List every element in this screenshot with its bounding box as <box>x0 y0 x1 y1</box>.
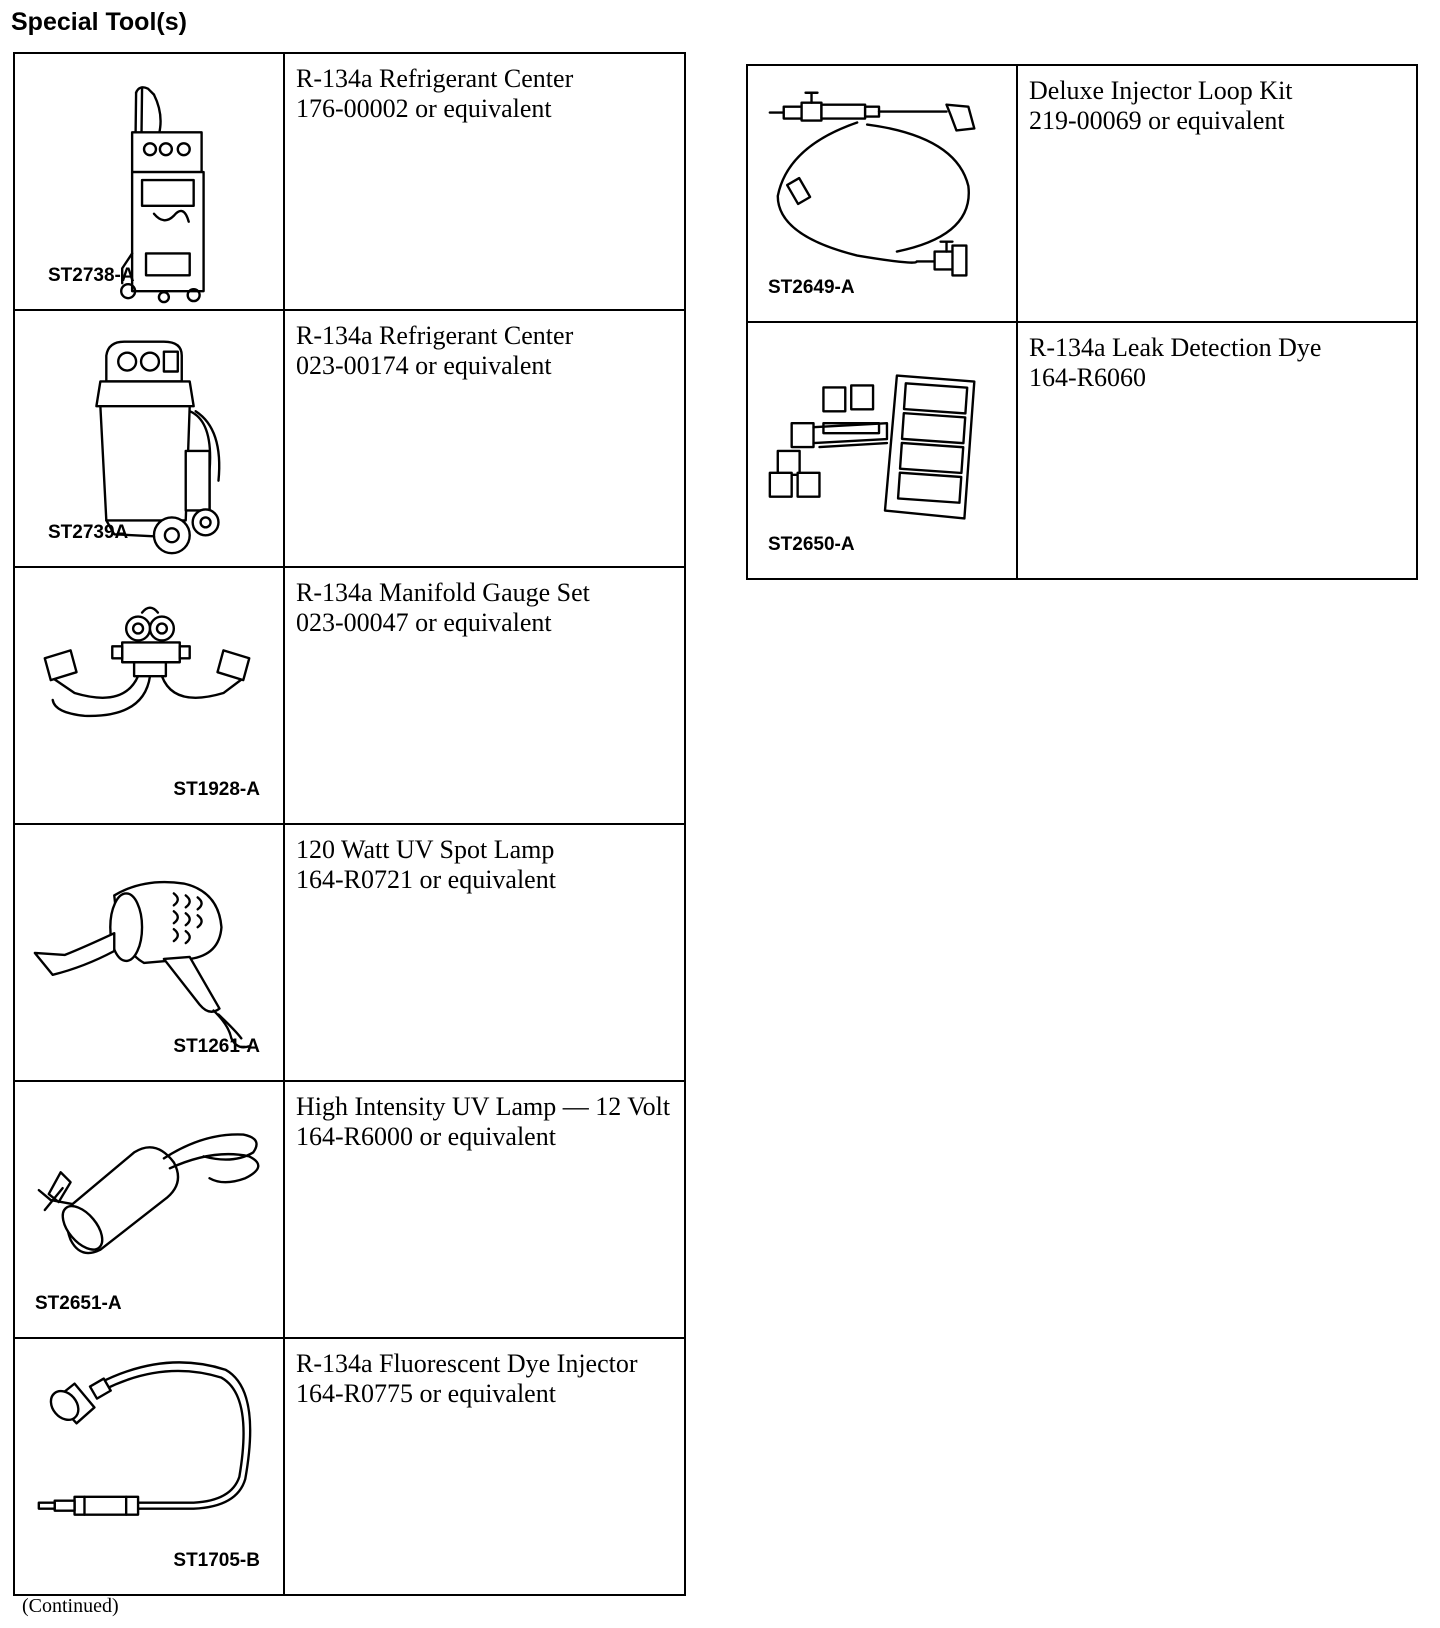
tool-code: ST2649-A <box>768 277 855 298</box>
tool-part-number: 219-00069 or equivalent <box>1029 106 1285 135</box>
tool-image-cell <box>14 824 284 1081</box>
tool-name: R-134a Leak Detection Dye <box>1029 333 1322 362</box>
tool-name: R-134a Manifold Gauge Set <box>296 578 590 607</box>
tool-description-cell <box>284 310 685 567</box>
tool-name: High Intensity UV Lamp — 12 Volt <box>296 1092 671 1121</box>
special-tools-table-right <box>746 64 1418 580</box>
tool-image-cell <box>14 310 284 567</box>
tool-code: ST1928-A <box>173 779 260 800</box>
tool-name: R-134a Fluorescent Dye Injector <box>296 1349 638 1378</box>
tool-part-number: 164-R0721 or equivalent <box>296 865 556 894</box>
tool-name: Deluxe Injector Loop Kit <box>1029 76 1293 105</box>
tool-row <box>14 1338 685 1595</box>
special-tools-table-left <box>13 52 686 1596</box>
tool-part-number: 164-R6060 <box>1029 363 1146 392</box>
tool-description-cell <box>1017 322 1417 579</box>
tool-code: ST2651-A <box>35 1293 122 1314</box>
tool-code: ST1261-A <box>173 1036 260 1057</box>
tool-row <box>14 1081 685 1338</box>
tool-part-number: 164-R6000 or equivalent <box>296 1122 556 1151</box>
tool-description-cell <box>284 1338 685 1595</box>
tool-row <box>747 322 1417 579</box>
tool-code: ST2739A <box>48 522 129 543</box>
tool-description-cell <box>284 567 685 824</box>
tool-row <box>14 824 685 1081</box>
continued-note: (Continued) <box>22 1595 119 1617</box>
tool-image-cell <box>747 65 1017 322</box>
tool-part-number: 023-00047 or equivalent <box>296 608 552 637</box>
tool-name: R-134a Refrigerant Center <box>296 321 574 350</box>
tool-code: ST1705-B <box>173 1550 260 1571</box>
tool-row <box>14 567 685 824</box>
page-title: Special Tool(s) <box>11 8 187 36</box>
tool-code: ST2650-A <box>768 534 855 555</box>
tool-description-cell <box>284 824 685 1081</box>
tool-name: R-134a Refrigerant Center <box>296 64 574 93</box>
tool-row <box>14 53 685 310</box>
tool-description-cell <box>1017 65 1417 322</box>
tool-name: 120 Watt UV Spot Lamp <box>296 835 555 864</box>
tool-description-cell <box>284 53 685 310</box>
tool-description-cell <box>284 1081 685 1338</box>
tool-row <box>14 310 685 567</box>
tool-image-cell <box>747 322 1017 579</box>
tool-image-cell <box>14 1081 284 1338</box>
tool-part-number: 176-00002 or equivalent <box>296 94 552 123</box>
tool-part-number: 023-00174 or equivalent <box>296 351 552 380</box>
tool-code: ST2738-A <box>48 265 135 286</box>
tool-image-cell <box>14 53 284 310</box>
tool-image-cell <box>14 567 284 824</box>
tool-part-number: 164-R0775 or equivalent <box>296 1379 556 1408</box>
tool-row <box>747 65 1417 322</box>
tool-image-cell <box>14 1338 284 1595</box>
